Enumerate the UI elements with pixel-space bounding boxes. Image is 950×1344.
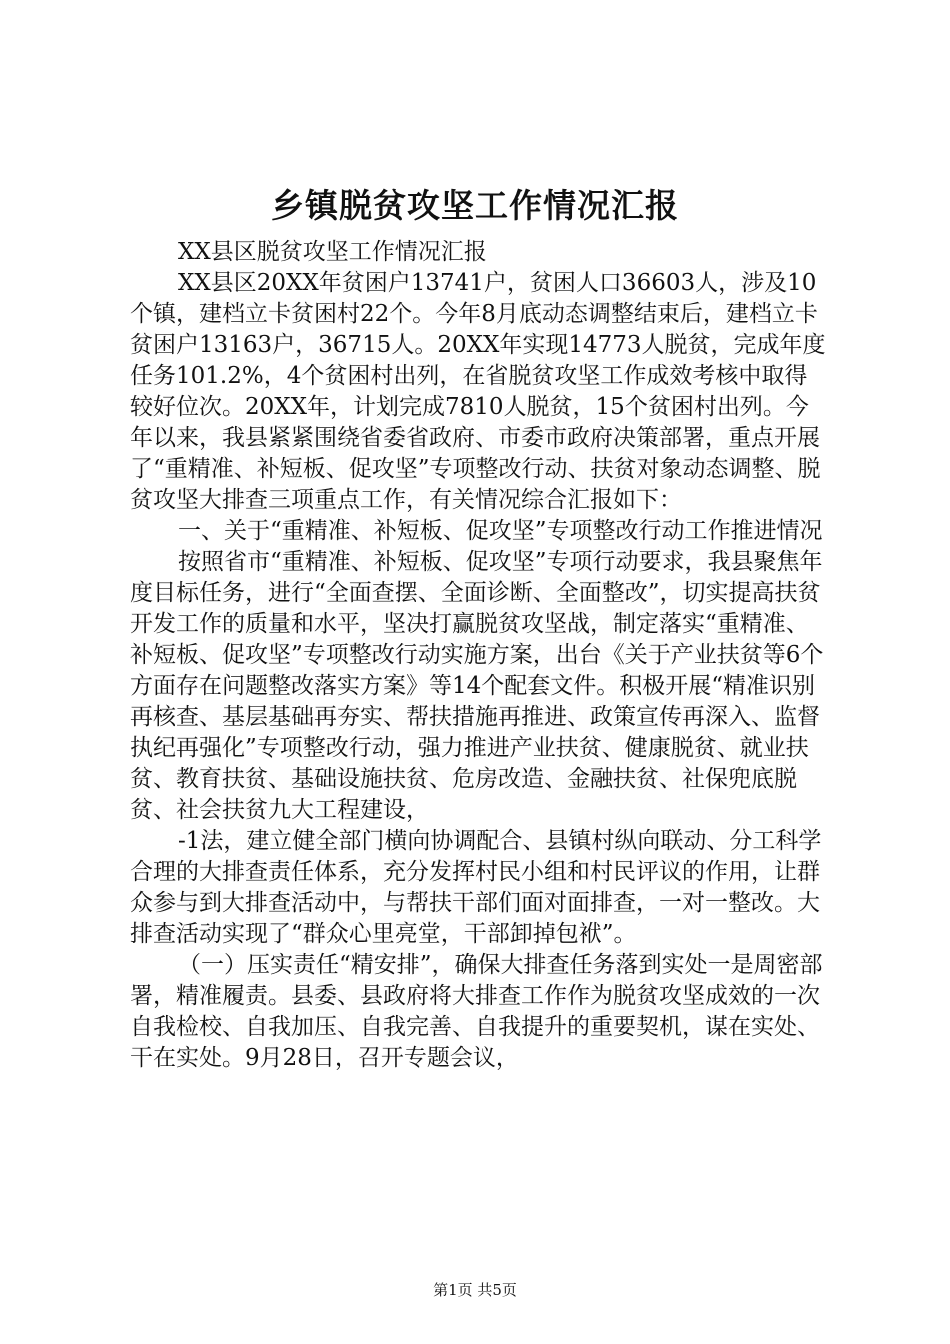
paragraph-rectification: 按照省市“重精准、补短板、促攻坚”专项行动要求，我县聚焦年度目标任务，进行“全面查摆、全面诊断、全面整改”，切实提高扶贫开发工作的质量和水平，坚决打赢脱贫攻坚战，制定落实“重精准、补短板、促攻坚”专项整改行动实施方案，出台《关于产业扶贫等6个方面存在问题整改落实方案》等14个配套文件。积极开展“精准识别再核查、基层基础再夯实、帮扶措施再推进、政策宣传再深入、监督执纪再强化”专项整改行动，强力推进产业扶贫、健康脱贫、就业扶贫、教育扶贫、基础设施扶贫、危房改造、金融扶贫、社保兜底脱贫、社会扶贫九大工程建设， xyxy=(130,549,824,823)
paragraph-responsibility: （一）压实责任“精安排”，确保大排查任务落到实处一是周密部署，精准履责。县委、县政府将大排查工作作为脱贫攻坚成效的一次自我检校、自我加压、自我完善、自我提升的重要契机，谋在实处、干在实处。9月28日，召开专题会议， xyxy=(130,952,823,1071)
page-footer: 第1页 共5页 xyxy=(433,1281,517,1299)
paragraph-overview: XX县区20XX年贫困户13741户，贫困人口36603人，涉及10个镇，建档立卡贫困村22个。今年8月底动态调整结束后，建档立卡贫困户13163户，36715人。20XX年实现14773人脱贫，完成年度任务101.2%，4个贫困村出列，在省脱贫攻坚工作成效考核中取得较好位次。20XX年，计划完成7810人脱贫，15个贫困村出列。今年以来，我县紧紧围绕省委省政府、市委市政府决策部署，重点开展了“重精准、补短板、促攻坚”专项整改行动、扶贫对象动态调整、脱贫攻坚大排查三项重点工作，有关情况综合汇报如下： xyxy=(130,270,826,513)
document-title: 乡镇脱贫攻坚工作情况汇报 xyxy=(271,186,679,225)
paragraph-subtitle: XX县区脱贫攻坚工作情况汇报 xyxy=(178,239,487,265)
section-heading-1: 一、关于“重精准、补短板、促攻坚”专项整改行动工作推进情况 xyxy=(178,518,823,544)
document-body xyxy=(130,237,830,1074)
paragraph-investigation: -1法，建立健全部门横向协调配合、县镇村纵向联动、分工科学合理的大排查责任体系，充分发挥村民小组和村民评议的作用，让群众参与到大排查活动中，与帮扶干部们面对面排查，一对一整改。大排查活动实现了“群众心里亮堂，干部卸掉包袱”。 xyxy=(130,828,822,947)
